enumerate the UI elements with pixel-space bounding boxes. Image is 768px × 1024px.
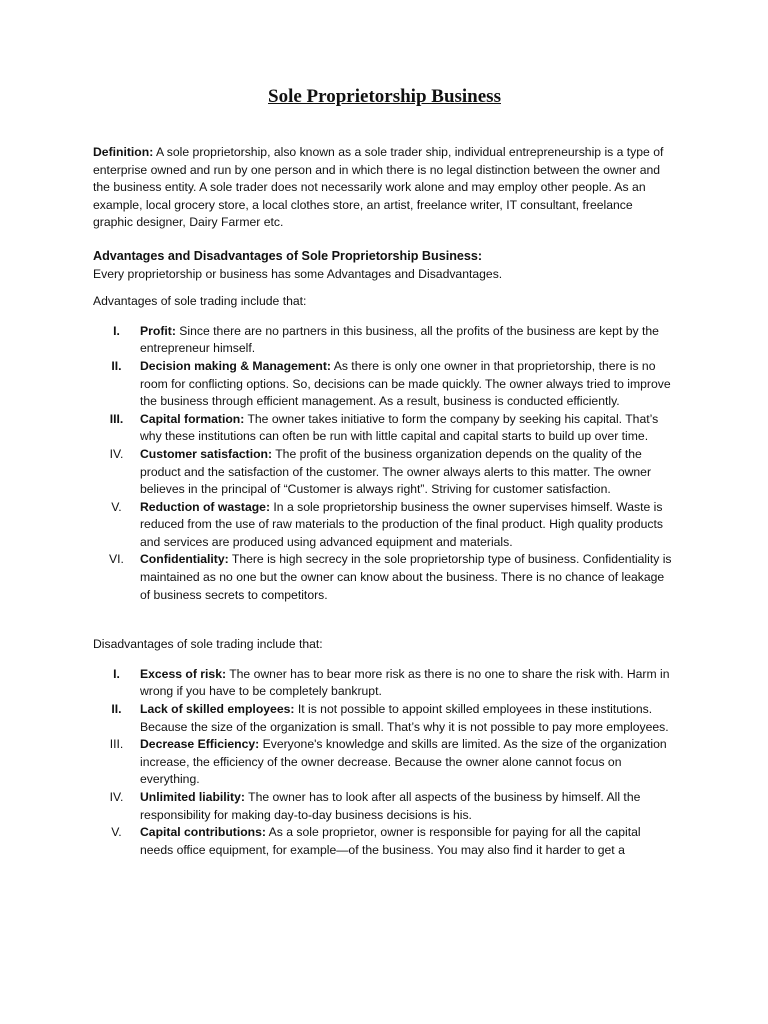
list-item-key: Lack of skilled employees: — [140, 702, 295, 717]
list-item-body: It is not possible to appoint skilled employees in these institutions. Because the size of the organization is small. That’s why it is not possible to pay more employees. — [140, 702, 669, 734]
list-item-body: Everyone's knowledge and skills are limited. As the size of the organization increase, the efficiency of the owner decrease. Because the owner alone cannot focus on everything. — [140, 737, 667, 787]
list-item-number: II. — [111, 358, 122, 373]
advantages-list — [93, 323, 676, 605]
list-item-text — [140, 666, 676, 701]
list-item-text — [140, 551, 676, 604]
list-item-key: Decision making & Management: — [140, 358, 331, 373]
list-item — [93, 499, 676, 552]
list-item-number: III. — [109, 737, 124, 752]
list-item-text — [140, 446, 676, 499]
definition-paragraph — [93, 144, 676, 232]
list-item-number: I. — [113, 666, 120, 681]
list-item-key: Capital formation: — [140, 411, 245, 426]
list-item-body: In a sole proprietorship business the owner supervises himself. Waste is reduced from the use of raw materials to the production of the final product. High quality products and services are produced using advanced equipment and materials. — [140, 499, 663, 549]
list-item-body: The profit of the business organization depends on the quality of the product and the satisfaction of the customer. The owner always alerts to this matter. The owner believes in the principal of “Customer is always right”. Striving for customer satisfaction. — [140, 446, 652, 497]
list-item-number: IV. — [109, 790, 124, 804]
list-item — [93, 551, 676, 604]
list-item-text — [140, 358, 676, 411]
adv-disadv-heading: Advantages and Disadvantages of Sole Proprietorship Business: — [93, 248, 483, 263]
list-item-text — [140, 499, 676, 552]
section-spacer — [93, 604, 676, 636]
list-item-key: Capital contributions: — [140, 825, 266, 840]
advantages-title: Advantages of sole trading include that: — [93, 294, 307, 309]
list-item-key: Confidentiality: — [140, 552, 229, 567]
adv-disadv-intro: Every proprietorship or business has some Advantages and Disadvantages. — [93, 266, 503, 281]
list-item-body: There is high secrecy in the sole proprietorship type of business. Confidentiality is maintained as no one but the owner can know about the business. There is no chance of leakage of business secrets to competitors. — [140, 552, 672, 602]
list-item-body: As a sole proprietor, owner is responsible for paying for all the capital needs office equipment, for example—of the business. You may also find it harder to get a — [140, 825, 641, 857]
list-item — [93, 411, 676, 446]
list-item-key: Decrease Efficiency: — [140, 737, 260, 752]
definition-label: Definition: — [93, 145, 154, 159]
list-item-number: III. — [109, 411, 124, 426]
disadvantages-title: Disadvantages of sole trading include that: — [93, 637, 323, 652]
list-item-body: As there is only one owner in that proprietorship, there is no room for conflicting options. So, decisions can be made quickly. The owner always tried to improve the business through efficient management. As a result, business is conducted efficiently. — [140, 358, 671, 409]
list-item-number: I. — [113, 323, 120, 338]
list-item-number: VI. — [109, 552, 124, 567]
list-item-key: Unlimited liability: — [140, 790, 245, 804]
list-item-body: The owner has to bear more risk as there is no one to share the risk with. Harm in wrong if you have to be completely bankrupt. — [140, 666, 670, 699]
disadvantages-list — [93, 666, 676, 860]
list-item-text — [140, 736, 676, 789]
list-item-text — [140, 323, 676, 358]
list-item-body: Since there are no partners in this business, all the profits of the business are kept by the entrepreneur himself. — [140, 323, 659, 356]
list-item-body: The owner has to look after all aspects of the business by himself. All the responsibility for making day-to-day business decisions is his. — [140, 790, 641, 822]
list-item-key: Customer satisfaction: — [140, 446, 273, 461]
list-item — [93, 824, 676, 859]
definition-text: A sole proprietorship, also known as a sole trader ship, individual entrepreneurship is a type of enterprise owned and run by one person and in which there is no legal distinction between the owner and the business entity. A sole trader does not necessarily work alone and may employ other people. As an example, local grocery store, a local clothes store, an artist, freelance writer, IT consultant, freelance graphic designer, Dairy Farmer etc. — [93, 145, 664, 230]
list-item-key: Reduction of wastage: — [140, 499, 271, 514]
list-item — [93, 736, 676, 789]
list-item-number: V. — [111, 825, 122, 840]
list-item-text — [140, 411, 676, 446]
list-item-body: The owner takes initiative to form the company by seeking his capital. That’s why these institutions can often be run with little capital and capital starts to build up over time. — [140, 411, 659, 444]
list-item-text — [140, 701, 676, 736]
list-item — [93, 323, 676, 358]
page-title: Sole Proprietorship Business — [268, 86, 501, 107]
list-item — [93, 358, 676, 411]
list-item — [93, 701, 676, 736]
list-item-number: IV. — [109, 446, 124, 461]
list-item-key: Excess of risk: — [140, 666, 227, 681]
list-item — [93, 446, 676, 499]
list-item-key: Profit: — [140, 323, 176, 338]
list-item-number: V. — [111, 499, 122, 514]
list-item-text — [140, 789, 676, 824]
list-item — [93, 666, 676, 701]
list-item — [93, 789, 676, 824]
list-item-number: II. — [111, 702, 122, 717]
list-item-text — [140, 824, 676, 859]
